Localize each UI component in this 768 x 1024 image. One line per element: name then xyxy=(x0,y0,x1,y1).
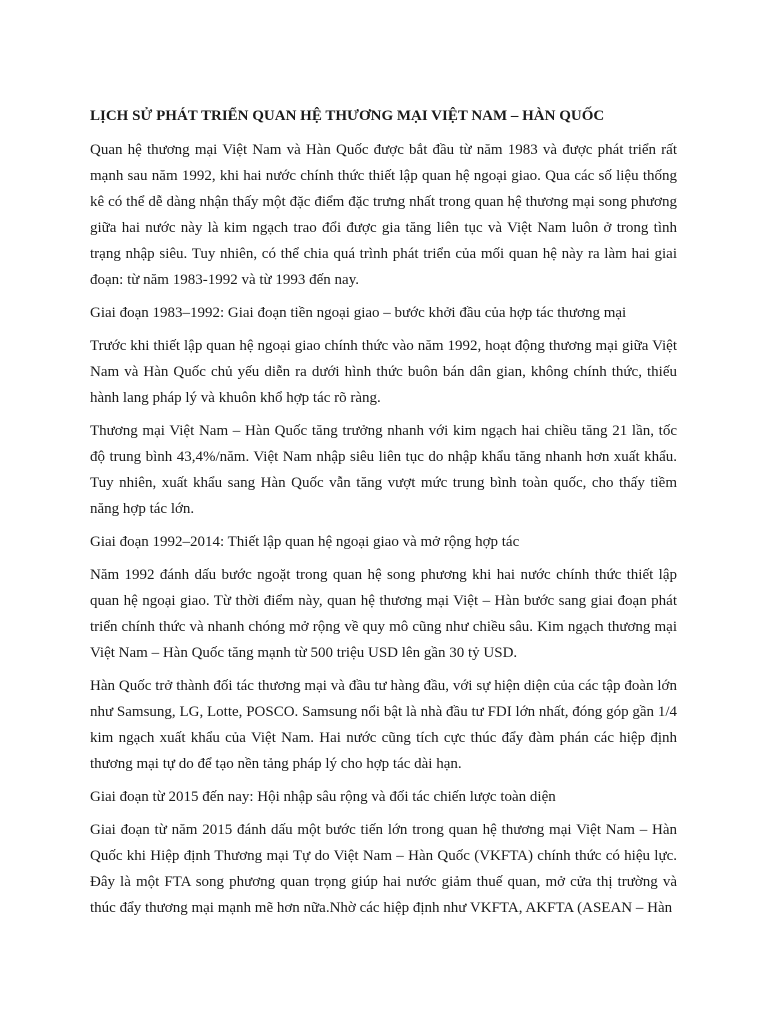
document-page xyxy=(90,103,677,928)
section2-heading: Giai đoạn 1992–2014: Thiết lập quan hệ ngoại giao và mở rộng hợp tác xyxy=(90,534,520,550)
section1-heading: Giai đoạn 1983–1992: Giai đoạn tiền ngoại giao – bước khởi đầu của hợp tác thương mại xyxy=(90,305,627,321)
section3-heading: Giai đoạn từ 2015 đến nay: Hội nhập sâu rộng và đối tác chiến lược toàn diện xyxy=(90,789,556,805)
intro-paragraph: Quan hệ thương mại Việt Nam và Hàn Quốc được bắt đầu từ năm 1983 và được phát triển rất mạnh sau năm 1992, khi hai nước chính thức thiết lập quan hệ ngoại giao. Qua các số liệu thống kê có thể dễ dàng nhận thấy một đặc điểm đặc trưng nhất trong quan hệ thương mại song phương giữa hai nước này là kim ngạch trao đổi được gia tăng liên tục và Việt Nam luôn ở trong tình trạng nhập siêu. Tuy nhiên, có thể chia quá trình phát triển của mối quan hệ này ra làm hai giai đoạn: từ năm 1983-1992 và từ 1993 đến nay. xyxy=(90,142,677,288)
document-title: LỊCH SỬ PHÁT TRIỂN QUAN HỆ THƯƠNG MẠI VIỆT NAM – HÀN QUỐC xyxy=(90,108,605,124)
section1-paragraph-2: Thương mại Việt Nam – Hàn Quốc tăng trưởng nhanh với kim ngạch hai chiều tăng 21 lần, tốc độ trung bình 43,4%/năm. Việt Nam nhập siêu liên tục do nhập khẩu tăng nhanh hơn xuất khẩu. Tuy nhiên, xuất khẩu sang Hàn Quốc vẫn tăng vượt mức trung bình toàn quốc, cho thấy tiềm năng hợp tác lớn. xyxy=(90,423,677,517)
section2-paragraph-1: Năm 1992 đánh dấu bước ngoặt trong quan hệ song phương khi hai nước chính thức thiết lập quan hệ ngoại giao. Từ thời điểm này, quan hệ thương mại Việt – Hàn bước sang giai đoạn phát triển chính thức và nhanh chóng mở rộng về quy mô cũng như chiều sâu. Kim ngạch thương mại Việt Nam – Hàn Quốc tăng mạnh từ 500 triệu USD lên gần 30 tỷ USD. xyxy=(90,567,677,661)
section1-paragraph-1: Trước khi thiết lập quan hệ ngoại giao chính thức vào năm 1992, hoạt động thương mại giữa Việt Nam và Hàn Quốc chủ yếu diễn ra dưới hình thức buôn bán dân gian, không chính thức, thiếu hành lang pháp lý và khuôn khổ hợp tác rõ ràng. xyxy=(90,338,677,406)
section2-paragraph-2: Hàn Quốc trở thành đối tác thương mại và đầu tư hàng đầu, với sự hiện diện của các tập đoàn lớn như Samsung, LG, Lotte, POSCO. Samsung nổi bật là nhà đầu tư FDI lớn nhất, đóng góp gần 1/4 kim ngạch xuất khẩu của Việt Nam. Hai nước cũng tích cực thúc đẩy đàm phán các hiệp định thương mại tự do để tạo nền tảng pháp lý cho hợp tác dài hạn. xyxy=(90,678,677,772)
section3-paragraph-1: Giai đoạn từ năm 2015 đánh dấu một bước tiến lớn trong quan hệ thương mại Việt Nam – Hàn Quốc khi Hiệp định Thương mại Tự do Việt Nam – Hàn Quốc (VKFTA) chính thức có hiệu lực. Đây là một FTA song phương quan trọng giúp hai nước giảm thuế quan, mở cửa thị trường và thúc đẩy thương mại mạnh mẽ hơn nữa.Nhờ các hiệp định như VKFTA, AKFTA (ASEAN – Hàn xyxy=(90,822,677,916)
